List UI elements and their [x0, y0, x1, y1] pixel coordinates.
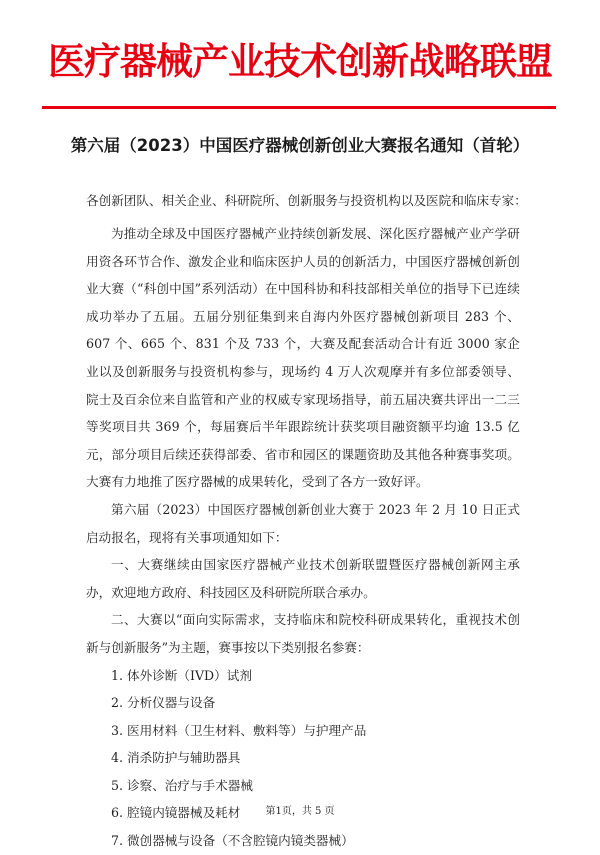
header-red-rule	[42, 106, 556, 109]
category-item: 3. 医用材料（卫生材料、敷料等）与护理产品	[111, 722, 367, 738]
category-item: 6. 腔镜内镜器械及耗材	[111, 805, 241, 821]
document-title: 第六届（2023）中国医疗器械创新创业大赛报名通知（首轮）	[70, 136, 530, 155]
paragraph-item-one: 一、大赛继续由国家医疗器械产业技术创新联盟暨医疗器械创新网主承办，欢迎地方政府、科技园区及科研院所联合承办。	[86, 557, 520, 600]
category-list	[86, 662, 520, 855]
category-item: 4. 消杀防护与辅助器具	[111, 750, 241, 766]
paragraph-announcement: 第六届（2023）中国医疗器械创新创业大赛于 2023 年 2 月 10 日正式启动报名，现将有关事项通知如下：	[86, 501, 520, 545]
document-body	[86, 220, 520, 855]
category-item: 5. 诊察、治疗与手术器械	[111, 777, 253, 793]
salutation: 各创新团队、相关企业、科研院所、创新服务与投资机构以及医院和临床专家：	[86, 193, 527, 208]
paragraph-item-two: 二、大赛以“面向实际需求，支持临床和院校科研成果转化，重视技术创新与创新服务”为主题，赛事按以下类别报名参赛：	[86, 612, 520, 655]
category-item: 7. 微创器械与设备（不含腔镜内镜类器械）	[111, 833, 354, 849]
category-item: 2. 分析仪器与设备	[111, 695, 216, 711]
paragraph-intro: 为推动全球及中国医疗器械产业持续创新发展、深化医疗器械产业产学研用资各环节合作、激发企业和临床医护人员的创新活力，中国医疗器械创新创业大赛（“科创中国”系列活动）在中国科协和科技部相关单位的指导下已连续成功举办了五届。五届分别征集到来自海内外医疗器械创新项目 283 个、607 个、665 个、831 个及 733 个，大赛及配套活动合计有近 3000 家企业以及创新服务与投资机构参与，现场约 4 万人次观摩并有多位部委领导、院士及百余位来自监管和产业的权威专家现场指导，前五届决赛共评出一二三等奖项目共 369 个，每届赛后半年跟踪统计获奖项目融资额平均逾 13.5 亿元，部分项目后续还获得部委、省市和园区的课题资助及其他各种赛事奖项。大赛有力地推了医疗器械的成果转化，受到了各方一致好评。	[86, 226, 520, 490]
page-number: 第1页，共 5 页	[265, 806, 335, 817]
organization-header: 医疗器械产业技术创新战略联盟	[48, 40, 552, 83]
category-item: 1. 体外诊断（IVD）试剂	[111, 667, 252, 683]
